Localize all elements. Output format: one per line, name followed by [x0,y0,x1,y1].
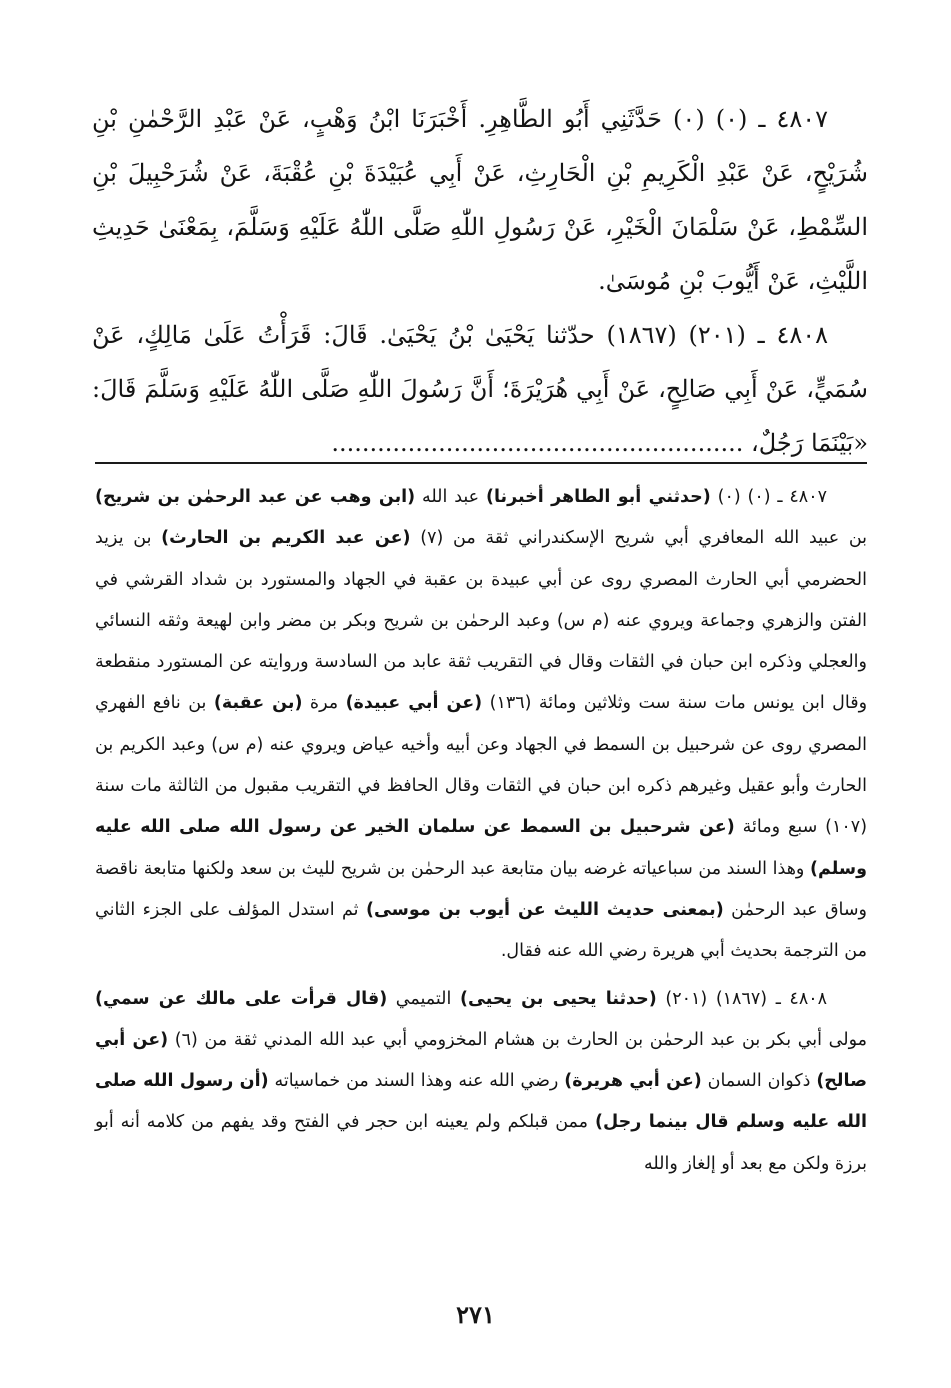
commentary-bold-segment: (حدثنا يحيى بن يحيى) [459,988,657,1009]
commentary-segment: وهذا السند من سباعياته غرضه بيان متابعة عبد الرحمٰن بن شريح لليث بن سعد ولكنها متابعة ناقصة وساق عبد الرحمٰن [95,858,867,920]
commentary-segment: بن نافع الفهري المصري روى عن شرحبيل بن السمط في الجهاد وعن أبيه وأخيه عياض ويروي عنه (م س) وعبد الكريم بن الحارث وأبو عقيل وغيرهم ذكره ابن حبان في الثقات وقال الحافظ في التقريب مقبول من الثالثة مات سنة (١٠٧) سبع ومائة [95,693,868,838]
commentary-segment: ذكوان السمان [701,1071,817,1092]
commentary-bold-segment: (عن عبد الكريم بن الحارث) [161,528,411,549]
commentary-bold-segment: (عن أبي هريرة) [564,1071,702,1092]
commentary-bold-segment: (عن أبي صالح) [95,1029,867,1092]
commentary-bold-segment: (عن أبي عبيدة) [345,693,483,714]
commentary-bold-segment: (عن شرحبيل بن السمط عن سلمان الخير عن رسول الله صلى الله عليه وسلم) [95,817,867,879]
hadith-4807: ٤٨٠٧ ـ (٠) (٠) حَدَّثَنِي أَبُو الطَّاهِرِ. أَخْبَرَنَا ابْنُ وَهْبٍ، عَنْ عَبْدِ الرَّحْمٰنِ بْنِ شُرَيْحٍ، عَنْ عَبْدِ الْكَرِيمِ بْنِ الْحَارِثِ، عَنْ أَبِي عُبَيْدَةَ بْنِ عُقْبَةَ، عَنْ شُرَحْبِيلَ بْنِ السِّمْطِ، عَنْ سَلْمَانَ الْخَيْرِ، عَنْ رَسُولِ اللّٰهِ صَلَّى اللّٰهُ عَلَيْهِ وَسَلَّمَ، بِمَعْنَىٰ حَدِيثِ اللَّيْثِ، عَنْ أَيُّوبَ بْنِ مُوسَىٰ. [92,105,868,295]
commentary-segment: عبد الله [415,487,486,507]
commentary-segment: رضي الله عنه وهذا السند من خماسياته [268,1071,565,1092]
commentary-bold-segment: (ابن وهب عن عبد الرحمٰن بن شريح) [95,487,416,507]
commentary-segment: ٤٨٠٨ ـ (١٨٦٧) (٢٠١) [656,988,828,1009]
commentary-bold-segment: (حدثني أبو الطاهر أخبرنا) [485,487,711,507]
commentary-segment: ممن قبلكم ولم يعينه ابن حجر في الفتح وقد يفهم من كلامه أنه أبو برزة ولكن مع بعد أو إلغاز والله [95,1112,867,1174]
commentary-bold-segment: (بمعنى حديث الليث عن أيوب بن موسى) [365,899,724,920]
commentary-paragraph [95,979,867,1185]
commentary-segment: ٤٨٠٧ ـ (٠) (٠) [710,487,827,507]
commentary-segment: بن عبيد الله المعافري أبي شريح الإسكندراني ثقة من (٧) [410,528,868,549]
commentary-segment: مرة [302,693,346,714]
hadith-continuation-dots: ...................................................... [331,429,744,457]
commentary-segment: مولى أبي بكر بن عبد الرحمٰن بن الحارث بن هشام المخزومي أبي عبد الله المدني ثقة من (٦) [168,1029,868,1050]
commentary [95,477,867,1185]
page-number: ٢٧١ [456,1300,495,1329]
commentary-bold-segment: (أن رسول الله صلى الله عليه وسلم قال بينما رجل) [95,1071,867,1133]
commentary-segment: التميمي [387,988,460,1009]
footnote-divider [95,462,867,464]
commentary-bold-segment: (بن عقبة) [213,693,303,714]
commentary-segment: ثم استدل المؤلف على الجزء الثاني من الترجمة بحديث أبي هريرة رضي الله عنه فقال. [95,899,867,962]
commentary-paragraph [95,477,867,973]
commentary-segment: بن يزيد الحضرمي أبي الحارث المصري روى عن أبي عبيدة بن عقبة في الجهاد والمستورد بن شداد القرشي في الفتن والزهري وجماعة ويروي عنه (م س) وعبد الرحمٰن بن شريح وبكر بن مضر وابن لهيعة وثقه النسائي والعجلي وذكره ابن حبان في الثقات وقال في التقريب ثقة عابد من السادسة وروايته عن المستورد منقطعة وقال ابن يونس مات سنة ست وثلاثين ومائة (١٣٦) [95,528,868,714]
hadith-text [92,92,868,470]
hadith-4808-text: ٤٨٠٨ ـ (٢٠١) (١٨٦٧) حدّثنا يَحْيَىٰ بْنُ يَحْيَىٰ. قَالَ: قَرَأْتُ عَلَىٰ مَالِكٍ، عَنْ سُمَيٍّ، عَنْ أَبِي صَالِحٍ، عَنْ أَبِي هُرَيْرَةَ؛ أَنَّ رَسُولَ اللّٰهِ صَلَّى اللّٰهُ عَلَيْهِ وَسَلَّمَ قَالَ: «بَيْنَمَا رَجُلٌ، [92,321,868,457]
hadith-4808 [92,308,868,470]
commentary-bold-segment: (قال قرأت على مالك عن سمي) [95,988,388,1009]
